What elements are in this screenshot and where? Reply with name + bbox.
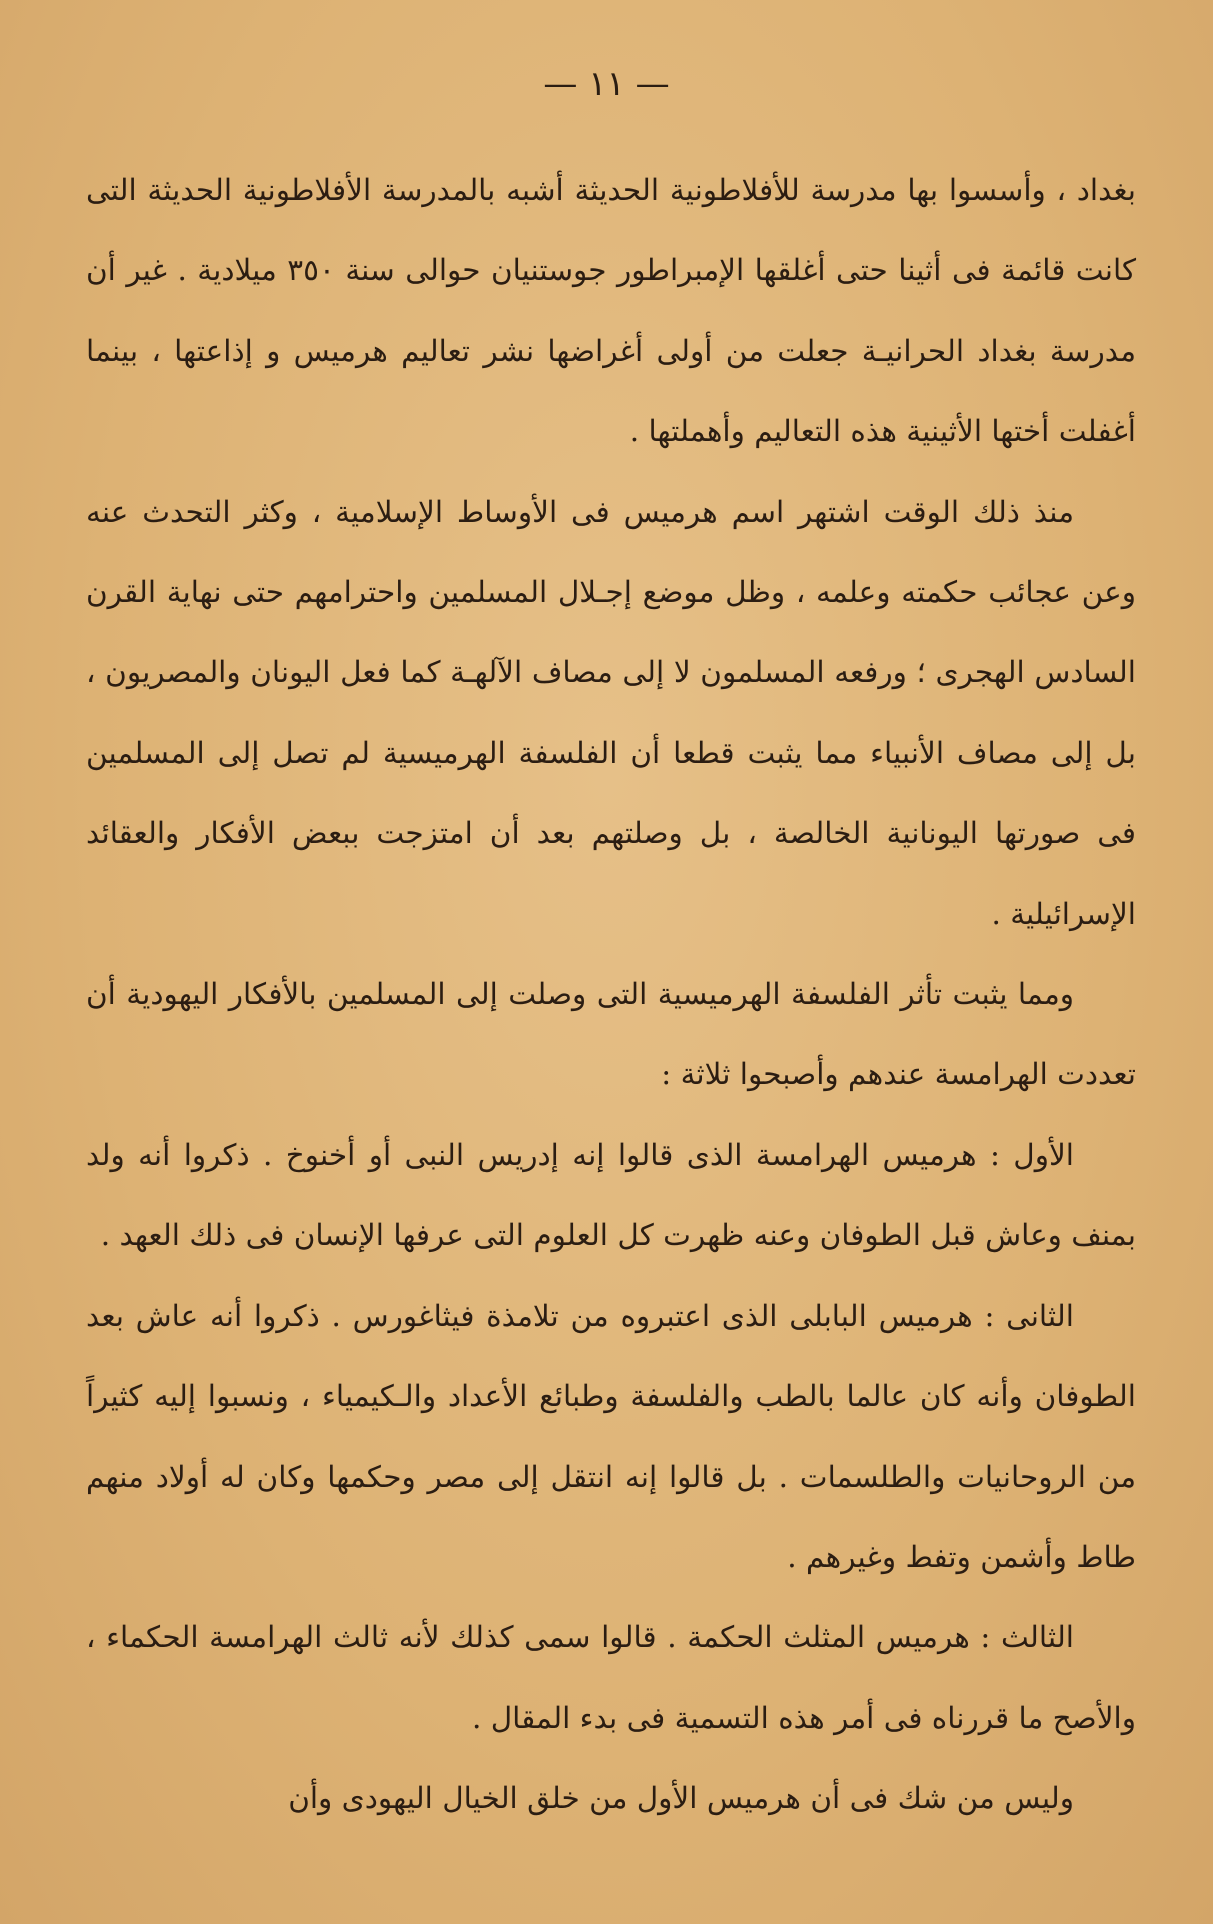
paragraph-second-hermes: الثانى : هرميس البابلى الذى اعتبروه من تلامذة فيثاغورس . ذكروا أنه عاش بعد الطوفان وأنه كان عالما بالطب والفلسفة وطبائع الأعداد والـكيمياء ، ونسبوا إليه كثيراً من الروحانيات والطلسمات . بل قالوا إنه انتقل إلى مصر وحكمها وكان له أولاد منهم طاط وأشمن وتفط وغيرهم . <box>86 1298 1136 1574</box>
body-text <box>86 150 1136 1839</box>
page-number: — ١١ — <box>543 64 670 104</box>
paragraph-jewish-influence: ومما يثبت تأثر الفلسفة الهرميسية التى وصلت إلى المسلمين بالأفكار اليهودية أن تعددت الهرامسة عندهم وأصبحوا ثلاثة : <box>86 977 1136 1092</box>
paragraph-first-hermes: الأول : هرميس الهرامسة الذى قالوا إنه إدريس النبى أو أخنوخ . ذكروا أنه ولد بمنف وعاش قبل الطوفان وعنه ظهرت كل العلوم التى عرفها الإنسان فى ذلك العهد . <box>86 1137 1136 1253</box>
paragraph-conclusion: وليس من شك فى أن هرميس الأول من خلق الخيال اليهودى وأن <box>288 1781 1074 1816</box>
paragraph-hermes-fame: منذ ذلك الوقت اشتهر اسم هرميس فى الأوساط الإسلامية ، وكثر التحدث عنه وعن عجائب حكمته وعلمه ، وظل موضع إجـلال المسلمين واحترامهم حتى نهاية القرن السادس الهجرى ؛ ورفعه المسلمون لا إلى مصاف الآلهـة كما فعل اليونان والمصريون ، بل إلى مصاف الأنبياء مما يثبت قطعا أن الفلسفة الهرميسية لم تصل إلى المسلمين فى صورتها اليونانية الخالصة ، بل وصلتهم بعد أن امتزجت ببعض الأفكار والعقائد الإسرائيلية . <box>86 494 1136 931</box>
paragraph-third-hermes: الثالث : هرميس المثلث الحكمة . قالوا سمى كذلك لأنه ثالث الهرامسة الحكماء ، والأصح ما قررناه فى أمر هذه التسمية فى بدء المقال . <box>86 1620 1136 1735</box>
paragraph-baghdad-school: بغداد ، وأسسوا بها مدرسة للأفلاطونية الحديثة أشبه بالمدرسة الأفلاطونية الحديثة التى كانت قائمة فى أثينا حتى أغلقها الإمبراطور جوستنيان حوالى سنة ٣٥٠ ميلادية . غير أن مدرسة بغداد الحرانيـة جعلت من أولى أغراضها نشر تعاليم هرميس و إذاعتها ، بينما أغفلت أختها الأثينية هذه التعاليم وأهملتها . <box>86 173 1137 449</box>
